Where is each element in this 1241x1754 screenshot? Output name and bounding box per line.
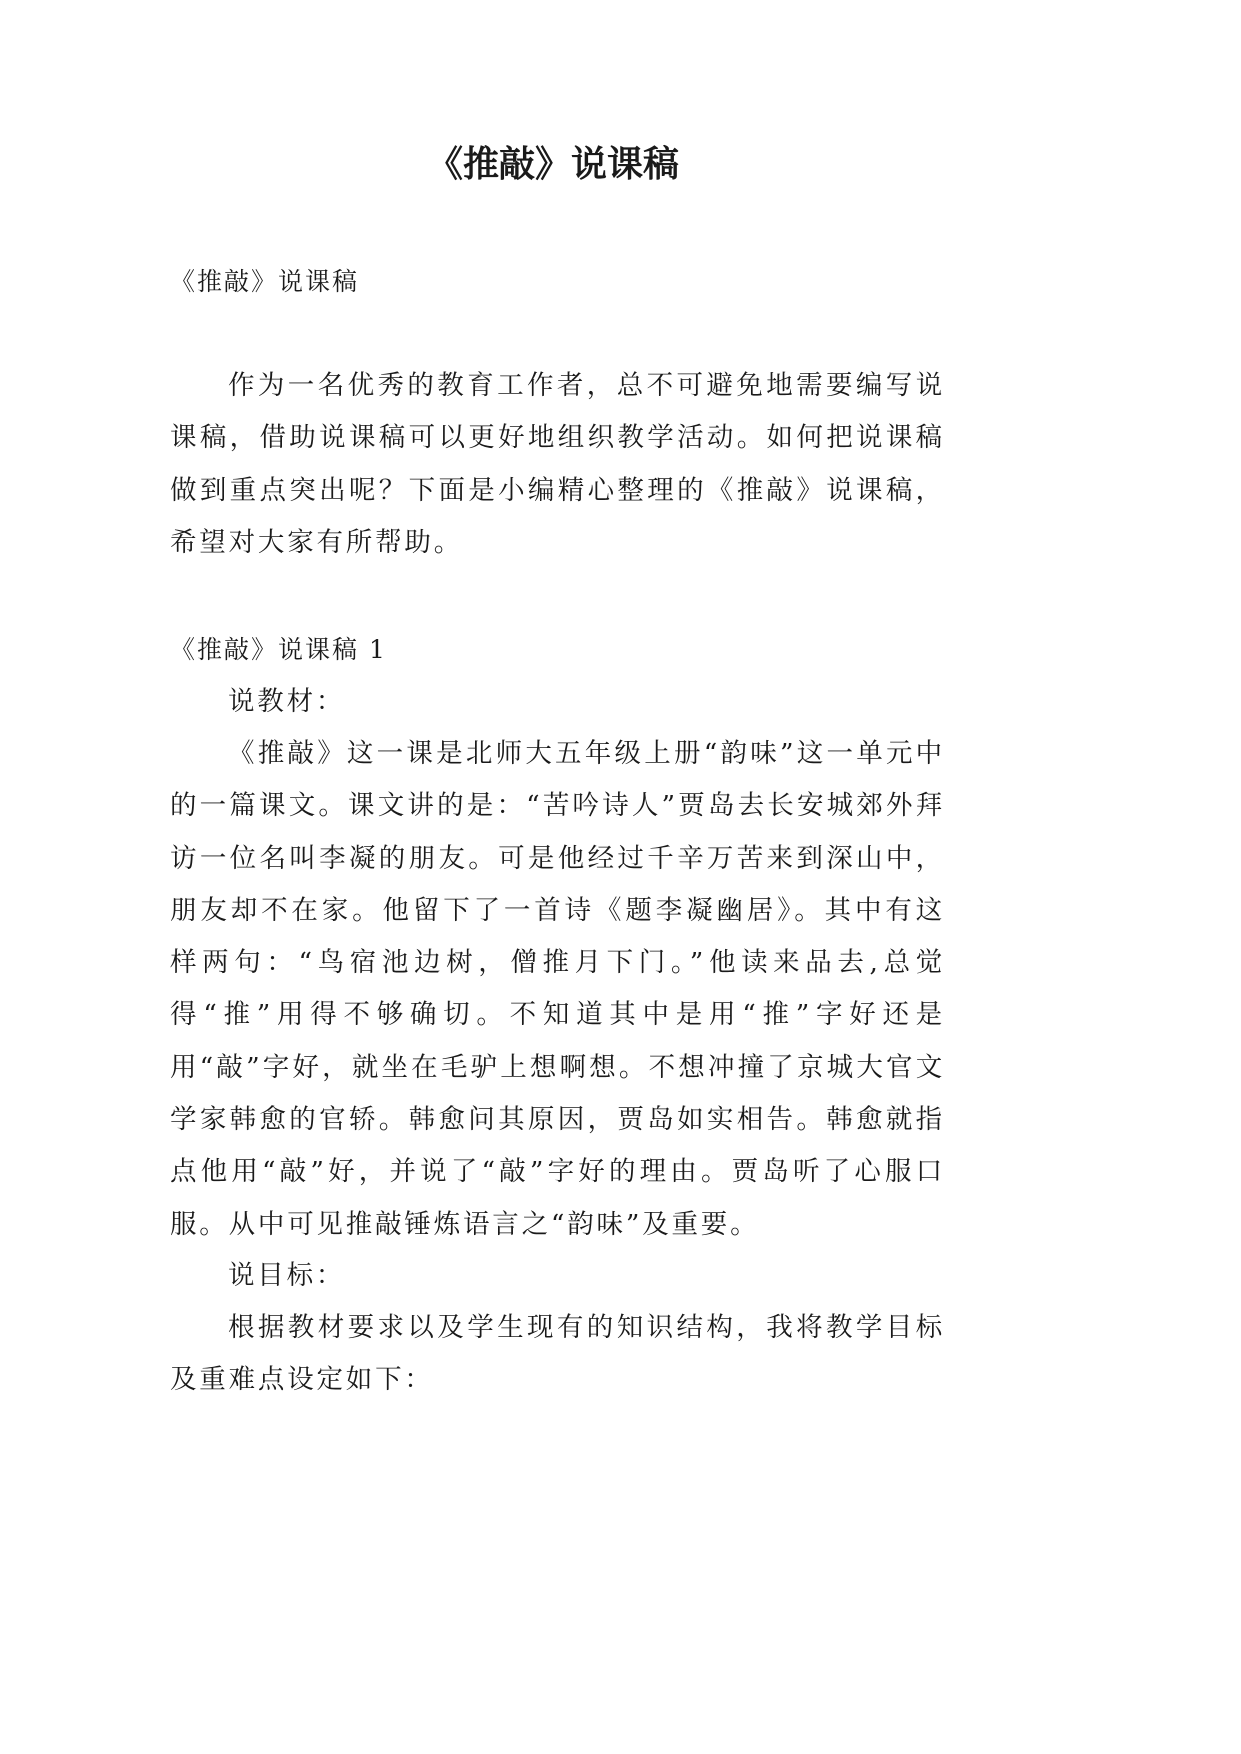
document-subtitle: 《推敲》说课稿: [170, 267, 360, 296]
goals-paragraph: 根据教材要求以及学生现有的知识结构，我将教学目标及重难点设定如下：: [170, 1312, 945, 1396]
intro-paragraph: 作为一名优秀的教育工作者，总不可避免地需要编写说课稿，借助说课稿可以更好地组织教学活动。如何把说课稿做到重点突出呢？下面是小编精心整理的《推敲》说课稿，希望对大家有所帮助。: [170, 370, 945, 558]
section-heading: 《推敲》说课稿 1: [170, 635, 387, 664]
goals-label: 说目标：: [228, 1260, 346, 1291]
material-paragraph: 《推敲》这一课是北师大五年级上册“韵味”这一单元中的一篇课文。课文讲的是：“苦吟诗人”贾岛去长安城郊外拜访一位名叫李凝的朋友。可是他经过千辛万苦来到深山中，朋友却不在家。他留下了一首诗《题李凝幽居》。其中有这样两句：“鸟宿池边树，僧推月下门。”他读来品去,总觉得“推”用得不够确切。不知道其中是用“推”字好还是用“敲”字好，就坐在毛驴上想啊想。不想冲撞了京城大官文学家韩愈的官轿。韩愈问其原因，贾岛如实相告。韩愈就指点他用“敲”好，并说了“敲”字好的理由。贾岛听了心服口服。从中可见推敲锤炼语言之“韵味”及重要。: [170, 738, 945, 1240]
material-label: 说教材：: [228, 686, 346, 717]
page-title: 《推敲》说课稿: [426, 143, 679, 185]
